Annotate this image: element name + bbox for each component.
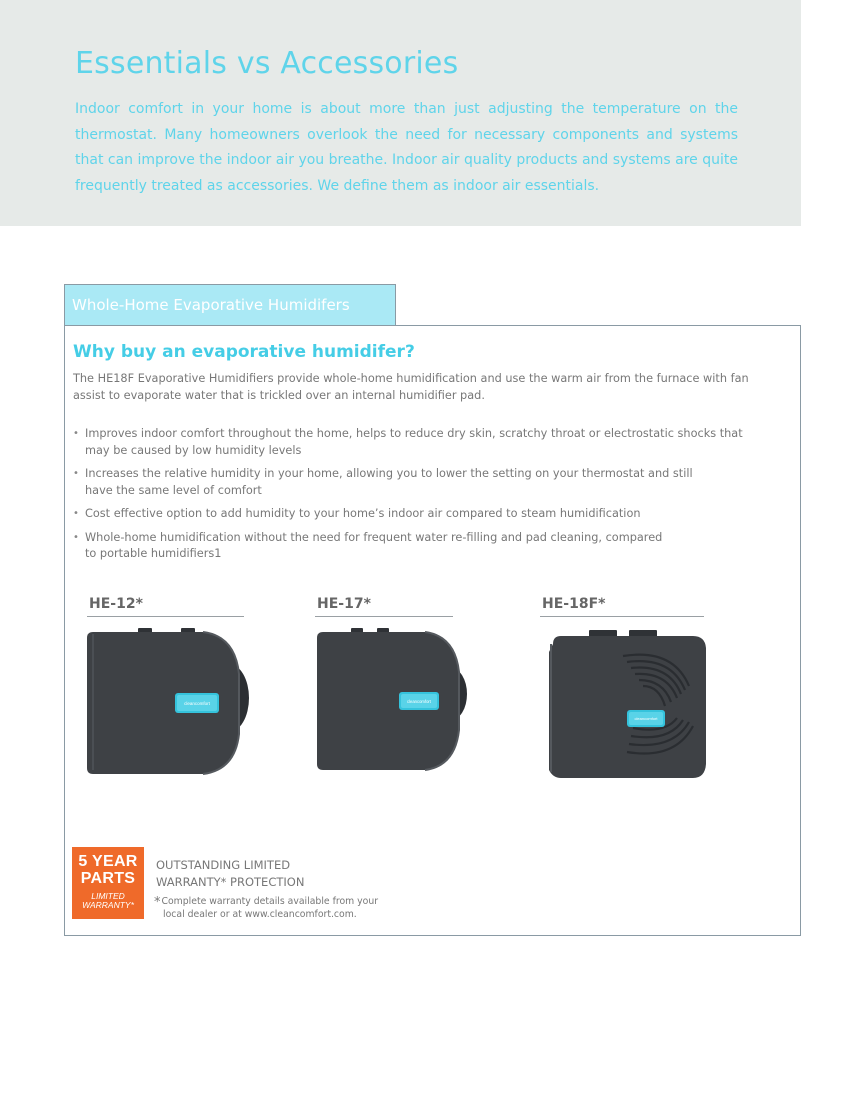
- svg-text:cleancomfort: cleancomfort: [407, 699, 431, 704]
- list-item: [73, 426, 743, 459]
- intro-paragraph: Indoor comfort in your home is about more than just adjusting the temperature on the thermostat. Many homeowners overlook the need for necessary components and systems that can improve the indoor air you breathe. Indoor air quality products and systems are quite frequently treated as accessories. We define them as indoor air essentials.: [75, 101, 738, 194]
- list-item: [73, 530, 743, 563]
- model-divider: [87, 616, 244, 617]
- benefit-list: [73, 426, 743, 570]
- fan-assist-humidifier-icon: [543, 626, 713, 786]
- footnote-mark: *: [154, 895, 161, 910]
- section-tab: Whole-Home Evaporative Humidifers: [64, 284, 396, 326]
- bullet-line: Whole-home humidification without the need for frequent water re-filling and pad cleaning, compared: [85, 530, 663, 544]
- model-he-12: [87, 596, 244, 617]
- bullet-line: may be caused by low humidity levels: [85, 443, 302, 457]
- list-item: [73, 466, 743, 499]
- warranty-title: [156, 857, 356, 891]
- section-intro: The HE18F Evaporative Humidifiers provide whole-home humidification and use the warm air from the furnace with fan assist to evaporate water that is trickled over an internal humidifier pad.: [73, 372, 749, 402]
- model-divider: [540, 616, 704, 617]
- model-label: HE-18F*: [542, 596, 606, 612]
- page-title: Essentials vs Accessories: [75, 46, 459, 81]
- bullet-line: to portable humidifiers1: [85, 547, 222, 560]
- footnote-line: local dealer or at www.cleancomfort.com.: [163, 909, 357, 920]
- badge-line: LIMITED: [91, 891, 125, 901]
- svg-text:cleancomfort: cleancomfort: [634, 716, 658, 721]
- model-he-17: [315, 596, 453, 617]
- bullet-line: Improves indoor comfort throughout the home, helps to reduce dry skin, scratchy throat or electrostatic shocks that: [85, 427, 743, 440]
- warranty-footnote: [154, 896, 414, 921]
- warranty-badge: [72, 847, 144, 919]
- list-item: [73, 506, 743, 523]
- model-he-18f: [540, 596, 704, 617]
- model-label: HE-12*: [89, 596, 143, 612]
- svg-text:cleancomfort: cleancomfort: [184, 701, 210, 706]
- model-divider: [315, 616, 453, 617]
- bullet-line: have the same level of comfort: [85, 483, 262, 497]
- header-banner: [0, 0, 801, 226]
- warranty-title-line: WARRANTY* PROTECTION: [156, 875, 305, 889]
- footnote-line: Complete warranty details available from your: [161, 896, 379, 907]
- bullet-line: Cost effective option to add humidity to your home’s indoor air compared to steam humidification: [85, 507, 641, 520]
- model-label: HE-17*: [317, 596, 371, 612]
- badge-line: WARRANTY*: [82, 900, 134, 910]
- humidifier-unit-icon: [83, 624, 253, 784]
- humidifier-panel: [64, 325, 801, 936]
- badge-line: 5 YEAR: [78, 853, 138, 870]
- badge-line: PARTS: [80, 870, 136, 887]
- warranty-title-line: OUTSTANDING LIMITED: [156, 858, 291, 872]
- bullet-line: Increases the relative humidity in your home, allowing you to lower the setting on your thermostat and still: [85, 467, 693, 480]
- humidifier-unit-icon: [313, 624, 473, 780]
- section-heading: Why buy an evaporative humidifer?: [73, 342, 415, 362]
